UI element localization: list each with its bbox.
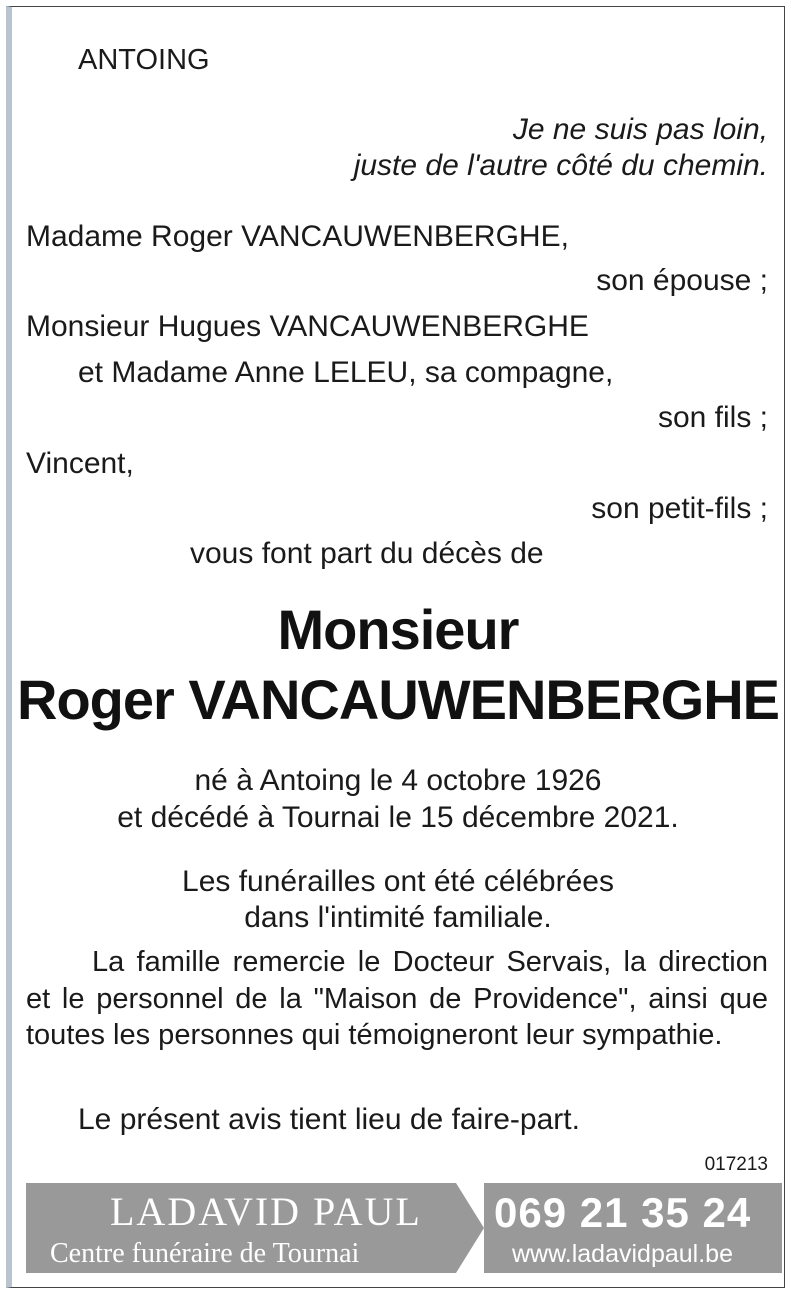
grandson-name: Vincent, <box>26 447 134 480</box>
funeral-line-2: dans l'intimité familiale. <box>244 901 552 934</box>
quote-line-2: juste de l'autre côté du chemin. <box>353 149 768 182</box>
wife-role: son épouse ; <box>596 264 768 297</box>
quote-line-1: Je ne suis pas loin, <box>512 113 768 146</box>
banner-arrow-icon <box>456 1183 484 1273</box>
funeral-line-1: Les funérailles ont été célébrées <box>182 865 614 898</box>
obituary-notice <box>6 6 785 1288</box>
birth-line: né à Antoing le 4 octobre 1926 <box>194 764 602 797</box>
son-name: Monsieur Hugues VANCAUWENBERGHE <box>26 310 589 343</box>
reference-number: 017213 <box>704 1154 768 1175</box>
funeral-home-subtitle: Centre funéraire de Tournai <box>50 1238 360 1269</box>
announcement: vous font part du décès de <box>190 537 544 570</box>
town-heading: ANTOING <box>78 44 210 76</box>
grandson-role: son petit-fils ; <box>591 492 768 525</box>
funeral-home-brand: LADAVID PAUL <box>110 1189 422 1234</box>
deceased-title: Monsieur <box>277 598 519 661</box>
phone-number[interactable]: 069 21 35 24 <box>494 1189 752 1236</box>
funeral-home-banner <box>26 1183 782 1273</box>
thanks-text: La famille remercie le Docteur Servais, la direction et le personnel de la "Maison de Providence", ainsi que toutes les personnes qui témoigneront leur sympathie. <box>26 946 768 1051</box>
website-link[interactable]: www.ladavidpaul.be <box>512 1240 733 1268</box>
thanks-paragraph <box>26 944 768 1054</box>
notice-line: Le présent avis tient lieu de faire-part. <box>78 1103 580 1136</box>
funeral-home-identity <box>26 1183 456 1273</box>
son-role: son fils ; <box>657 401 768 434</box>
deceased-name: Roger VANCAUWENBERGHE <box>17 668 779 731</box>
death-line: et décédé à Tournai le 15 décembre 2021. <box>117 801 679 834</box>
wife-name: Madame Roger VANCAUWENBERGHE, <box>26 220 569 253</box>
son-partner: et Madame Anne LELEU, sa compagne, <box>78 356 614 389</box>
